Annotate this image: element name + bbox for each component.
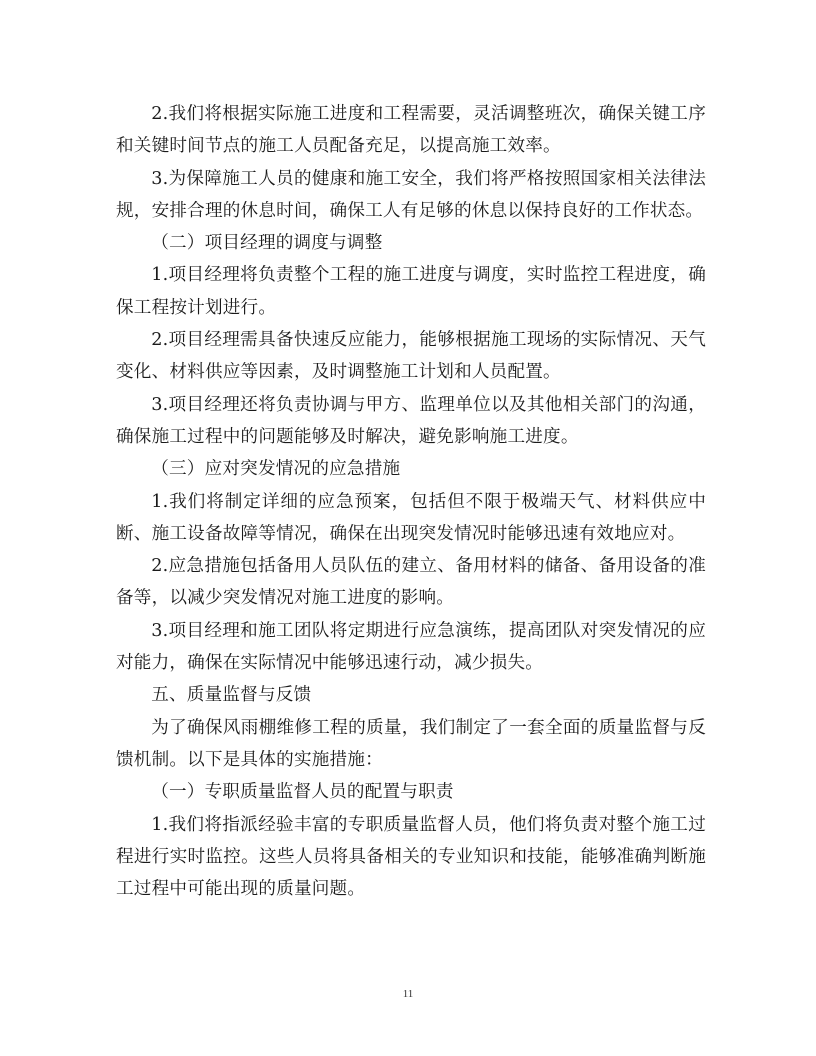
paragraph-emergency-drill: 3.项目经理和施工团队将定期进行应急演练，提高团队对突发情况的应对能力，确保在实际情况中能够迅速行动，减少损失。 xyxy=(116,620,706,674)
paragraph-pm-schedule: 1.项目经理将负责整个工程的施工进度与调度，实时监控工程进度，确保工程按计划进行。 xyxy=(116,265,706,318)
paragraph-emergency-plan: 1.我们将制定详细的应急预案，包括但不限于极端天气、材料供应中断、施工设备故障等情况，确保在出现突发情况时能够迅速有效地应对。 xyxy=(116,491,706,544)
section-heading-project-manager: （二）项目经理的调度与调整 xyxy=(151,233,383,254)
document-body xyxy=(116,98,706,905)
section-heading-quality-staff: （一）专职质量监督人员的配置与职责 xyxy=(151,782,454,803)
paragraph-rest-time: 3.为保障施工人员的健康和施工安全，我们将严格按照国家相关法律法规，安排合理的休息时间，确保工人有足够的休息以保持良好的工作状态。 xyxy=(116,168,706,221)
paragraph-pm-coordination: 3.项目经理还将负责协调与甲方、监理单位以及其他相关部门的沟通，确保施工过程中的问题能够及时解决，避免影响施工进度。 xyxy=(116,394,706,447)
page-number: 11 xyxy=(402,988,414,1000)
chapter-heading-quality: 五、质量监督与反馈 xyxy=(151,685,312,706)
paragraph-quality-intro: 为了确保风雨棚维修工程的质量，我们制定了一套全面的质量监督与反馈机制。以下是具体的实施措施： xyxy=(116,717,706,770)
paragraph-emergency-measures: 2.应急措施包括备用人员队伍的建立、备用材料的储备、备用设备的准备等，以减少突发情况对施工进度的影响。 xyxy=(116,556,706,609)
paragraph-quality-staff: 1.我们将指派经验丰富的专职质量监督人员，他们将负责对整个施工过程进行实时监控。这些人员将具备相关的专业知识和技能，能够准确判断施工过程中可能出现的质量问题。 xyxy=(116,814,706,900)
paragraph-shift-adjustment: 2.我们将根据实际施工进度和工程需要，灵活调整班次，确保关键工序和关键时间节点的施工人员配备充足，以提高施工效率。 xyxy=(116,104,706,157)
section-heading-emergency: （三）应对突发情况的应急措施 xyxy=(151,459,401,480)
paragraph-pm-reaction: 2.项目经理需具备快速反应能力，能够根据施工现场的实际情况、天气变化、材料供应等因素，及时调整施工计划和人员配置。 xyxy=(116,330,706,383)
